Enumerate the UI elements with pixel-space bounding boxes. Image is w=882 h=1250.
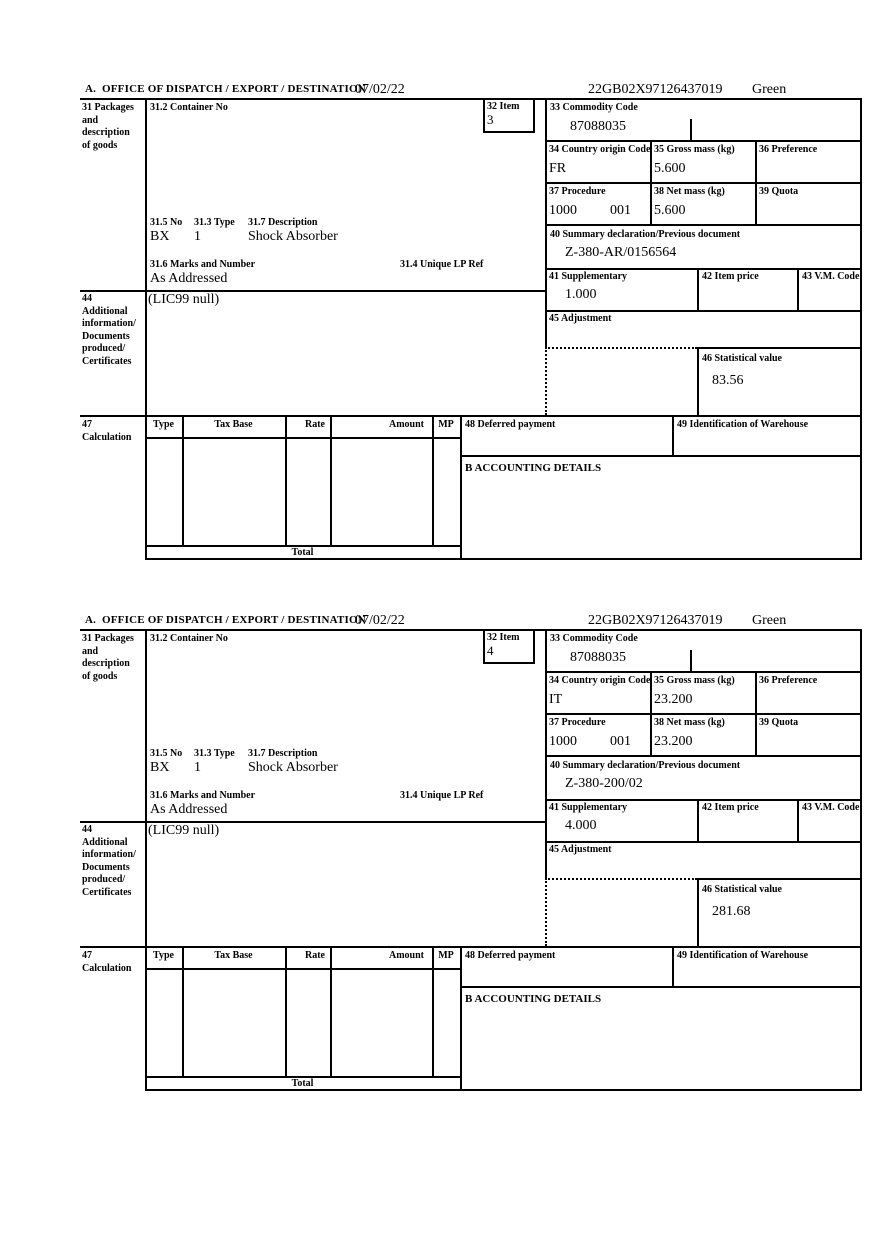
- sad-item-form: [80, 82, 864, 580]
- commodity-code-separator-line: [690, 119, 692, 140]
- additional-info-value: (LIC99 null): [148, 823, 220, 838]
- box-46-statistical-value-label: 46 Statistical value: [702, 353, 782, 364]
- box-48-deferred-payment-label: 48 Deferred payment: [465, 950, 556, 961]
- box-41-supplementary-label: 41 Supplementary: [549, 802, 628, 813]
- box-44-additional-info-label: 44 Additional information/ Documents produced/ Certificates: [82, 293, 136, 367]
- grid-line: [697, 799, 699, 841]
- box-39-quota-label: 39 Quota: [759, 717, 799, 728]
- grid-line: [460, 986, 862, 988]
- accounting-details-label: B ACCOUNTING DETAILS: [465, 462, 602, 474]
- country-origin-value: IT: [549, 692, 563, 707]
- box-46-statistical-value-label: 46 Statistical value: [702, 884, 782, 895]
- statistical-value: 281.68: [712, 904, 751, 919]
- box-40-summary-declaration-label: 40 Summary declaration/Previous document: [550, 760, 741, 771]
- grid-line: [330, 946, 332, 1076]
- grid-line: [797, 268, 799, 310]
- box-31-3-type-label: 31.3 Type: [194, 217, 235, 228]
- grid-line: [145, 968, 460, 970]
- box-40-summary-declaration-label: 40 Summary declaration/Previous document: [550, 229, 741, 240]
- net-mass-value: 5.600: [654, 203, 686, 218]
- box-36-preference-label: 36 Preference: [759, 675, 818, 686]
- box-31-5-no-label: 31.5 No: [150, 748, 183, 759]
- supplementary-value: 1.000: [565, 287, 597, 302]
- box-37-procedure-label: 37 Procedure: [549, 717, 606, 728]
- procedure-value: 1000: [549, 203, 577, 218]
- box-31-7-description-label: 31.7 Description: [248, 748, 318, 759]
- procedure-extra-value: 001: [610, 203, 631, 218]
- box-42-item-price-label: 42 Item price: [702, 802, 759, 813]
- package-no-value: BX: [150, 229, 170, 244]
- calc-header-type: Type: [153, 950, 174, 961]
- routing-status: Green: [752, 82, 787, 97]
- box-34-country-origin-label: 34 Country origin Code: [549, 675, 651, 686]
- box-32-item-label: 32 Item: [487, 632, 520, 643]
- box-48-deferred-payment-label: 48 Deferred payment: [465, 419, 556, 430]
- box-45-adjustment-label: 45 Adjustment: [549, 844, 612, 855]
- box-31-6-marks-label: 31.6 Marks and Number: [150, 790, 256, 801]
- grid-line: [860, 629, 862, 1091]
- grid-line: [697, 878, 862, 880]
- box-33-commodity-code-label: 33 Commodity Code: [550, 102, 638, 113]
- box-31-2-container-no-label: 31.2 Container No: [150, 102, 228, 113]
- grid-line: [697, 268, 699, 310]
- grid-line: [432, 415, 434, 545]
- box-34-country-origin-label: 34 Country origin Code: [549, 144, 651, 155]
- goods-description-value: Shock Absorber: [248, 760, 338, 775]
- grid-line: [672, 415, 674, 455]
- office-of-dispatch-label: A. OFFICE OF DISPATCH / EXPORT / DESTINATION: [85, 614, 366, 626]
- box-35-gross-mass-label: 35 Gross mass (kg): [654, 144, 735, 155]
- package-type-value: 1: [194, 229, 201, 244]
- box-31-4-unique-lp-ref-label: 31.4 Unique LP Ref: [400, 259, 484, 270]
- box-32-item-value: 3: [487, 112, 494, 127]
- declaration-date: 07/02/22: [355, 613, 405, 628]
- box-44-additional-info-label: 44 Additional information/ Documents produced/ Certificates: [82, 824, 136, 898]
- calc-header-type: Type: [153, 419, 174, 430]
- grid-line: [460, 455, 862, 457]
- country-origin-value: FR: [549, 161, 567, 176]
- dotted-grid-line: [545, 878, 547, 946]
- statistical-value: 83.56: [712, 373, 744, 388]
- box-31-6-marks-label: 31.6 Marks and Number: [150, 259, 256, 270]
- net-mass-value: 23.200: [654, 734, 693, 749]
- grid-line: [672, 946, 674, 986]
- box-47-calculation-label: 47 Calculation: [82, 950, 132, 974]
- grid-line: [80, 98, 862, 100]
- goods-description-value: Shock Absorber: [248, 229, 338, 244]
- grid-line: [285, 946, 287, 1076]
- grid-line: [755, 140, 757, 224]
- commodity-code-value: 87088035: [570, 650, 626, 665]
- box-39-quota-label: 39 Quota: [759, 186, 799, 197]
- box-33-commodity-code-label: 33 Commodity Code: [550, 633, 638, 644]
- box-43-vm-code-label: 43 V.M. Code: [802, 271, 860, 282]
- marks-value: As Addressed: [150, 802, 228, 817]
- grid-line: [182, 946, 184, 1076]
- box-38-net-mass-label: 38 Net mass (kg): [654, 717, 725, 728]
- grid-line: [697, 347, 699, 415]
- grid-line: [145, 437, 460, 439]
- box-31-3-type-label: 31.3 Type: [194, 748, 235, 759]
- grid-line: [545, 140, 862, 142]
- routing-status: Green: [752, 613, 787, 628]
- supplementary-value: 4.000: [565, 818, 597, 833]
- sad-item-form: [80, 613, 864, 1111]
- calc-header-amount: Amount: [388, 950, 424, 961]
- grid-line: [545, 268, 862, 270]
- box-37-procedure-label: 37 Procedure: [549, 186, 606, 197]
- mrn-value: 22GB02X97126437019: [588, 613, 723, 628]
- box-38-net-mass-label: 38 Net mass (kg): [654, 186, 725, 197]
- box-42-item-price-label: 42 Item price: [702, 271, 759, 282]
- box-31-4-unique-lp-ref-label: 31.4 Unique LP Ref: [400, 790, 484, 801]
- calc-header-amount: Amount: [388, 419, 424, 430]
- grid-line: [545, 224, 862, 226]
- commodity-code-separator-line: [690, 650, 692, 671]
- grid-line: [860, 98, 862, 560]
- box-45-adjustment-label: 45 Adjustment: [549, 313, 612, 324]
- grid-line: [460, 415, 462, 558]
- calc-header-tax-base: Tax Base: [214, 419, 253, 430]
- grid-line: [697, 878, 699, 946]
- grid-line: [145, 98, 147, 558]
- box-43-vm-code-label: 43 V.M. Code: [802, 802, 860, 813]
- commodity-code-value: 87088035: [570, 119, 626, 134]
- mrn-value: 22GB02X97126437019: [588, 82, 723, 97]
- box-41-supplementary-label: 41 Supplementary: [549, 271, 628, 282]
- box-31-packages-label: 31 Packages and description of goods: [82, 102, 134, 151]
- office-of-dispatch-label: A. OFFICE OF DISPATCH / EXPORT / DESTINATION: [85, 83, 366, 95]
- summary-declaration-value: Z-380-AR/0156564: [565, 245, 677, 260]
- dotted-grid-line: [545, 878, 697, 880]
- box-31-2-container-no-label: 31.2 Container No: [150, 633, 228, 644]
- declaration-date: 07/02/22: [355, 82, 405, 97]
- grid-line: [545, 841, 862, 843]
- grid-line: [285, 415, 287, 545]
- grid-line: [145, 629, 147, 1089]
- grid-line: [545, 182, 862, 184]
- package-no-value: BX: [150, 760, 170, 775]
- summary-declaration-value: Z-380-200/02: [565, 776, 643, 791]
- box-31-5-no-label: 31.5 No: [150, 217, 183, 228]
- grid-line: [545, 310, 862, 312]
- procedure-extra-value: 001: [610, 734, 631, 749]
- package-type-value: 1: [194, 760, 201, 775]
- calc-header-tax-base: Tax Base: [214, 950, 253, 961]
- box-32-item-value: 4: [487, 643, 494, 658]
- dotted-grid-line: [545, 347, 547, 415]
- procedure-value: 1000: [549, 734, 577, 749]
- grid-line: [80, 629, 862, 631]
- grid-line: [182, 415, 184, 545]
- accounting-details-label: B ACCOUNTING DETAILS: [465, 993, 602, 1005]
- box-36-preference-label: 36 Preference: [759, 144, 818, 155]
- grid-line: [80, 946, 862, 948]
- grid-line: [432, 946, 434, 1076]
- marks-value: As Addressed: [150, 271, 228, 286]
- grid-line: [545, 713, 862, 715]
- dotted-grid-line: [545, 347, 697, 349]
- box-47-calculation-label: 47 Calculation: [82, 419, 132, 443]
- calc-header-mp: MP: [438, 419, 454, 430]
- gross-mass-value: 23.200: [654, 692, 693, 707]
- grid-line: [755, 671, 757, 755]
- box-49-warehouse-label: 49 Identification of Warehouse: [677, 419, 809, 430]
- calc-header-mp: MP: [438, 950, 454, 961]
- grid-line: [545, 755, 862, 757]
- grid-line: [330, 415, 332, 545]
- box-35-gross-mass-label: 35 Gross mass (kg): [654, 675, 735, 686]
- grid-line: [80, 415, 862, 417]
- box-31-7-description-label: 31.7 Description: [248, 217, 318, 228]
- calc-total-label: Total: [291, 547, 314, 558]
- calc-header-rate: Rate: [305, 419, 325, 430]
- grid-line: [460, 946, 462, 1089]
- gross-mass-value: 5.600: [654, 161, 686, 176]
- calc-total-label: Total: [291, 1078, 314, 1089]
- grid-line: [797, 799, 799, 841]
- box-31-packages-label: 31 Packages and description of goods: [82, 633, 134, 682]
- box-49-warehouse-label: 49 Identification of Warehouse: [677, 950, 809, 961]
- grid-line: [697, 347, 862, 349]
- grid-line: [545, 671, 862, 673]
- grid-line: [545, 799, 862, 801]
- box-32-item-label: 32 Item: [487, 101, 520, 112]
- additional-info-value: (LIC99 null): [148, 292, 220, 307]
- calc-header-rate: Rate: [305, 950, 325, 961]
